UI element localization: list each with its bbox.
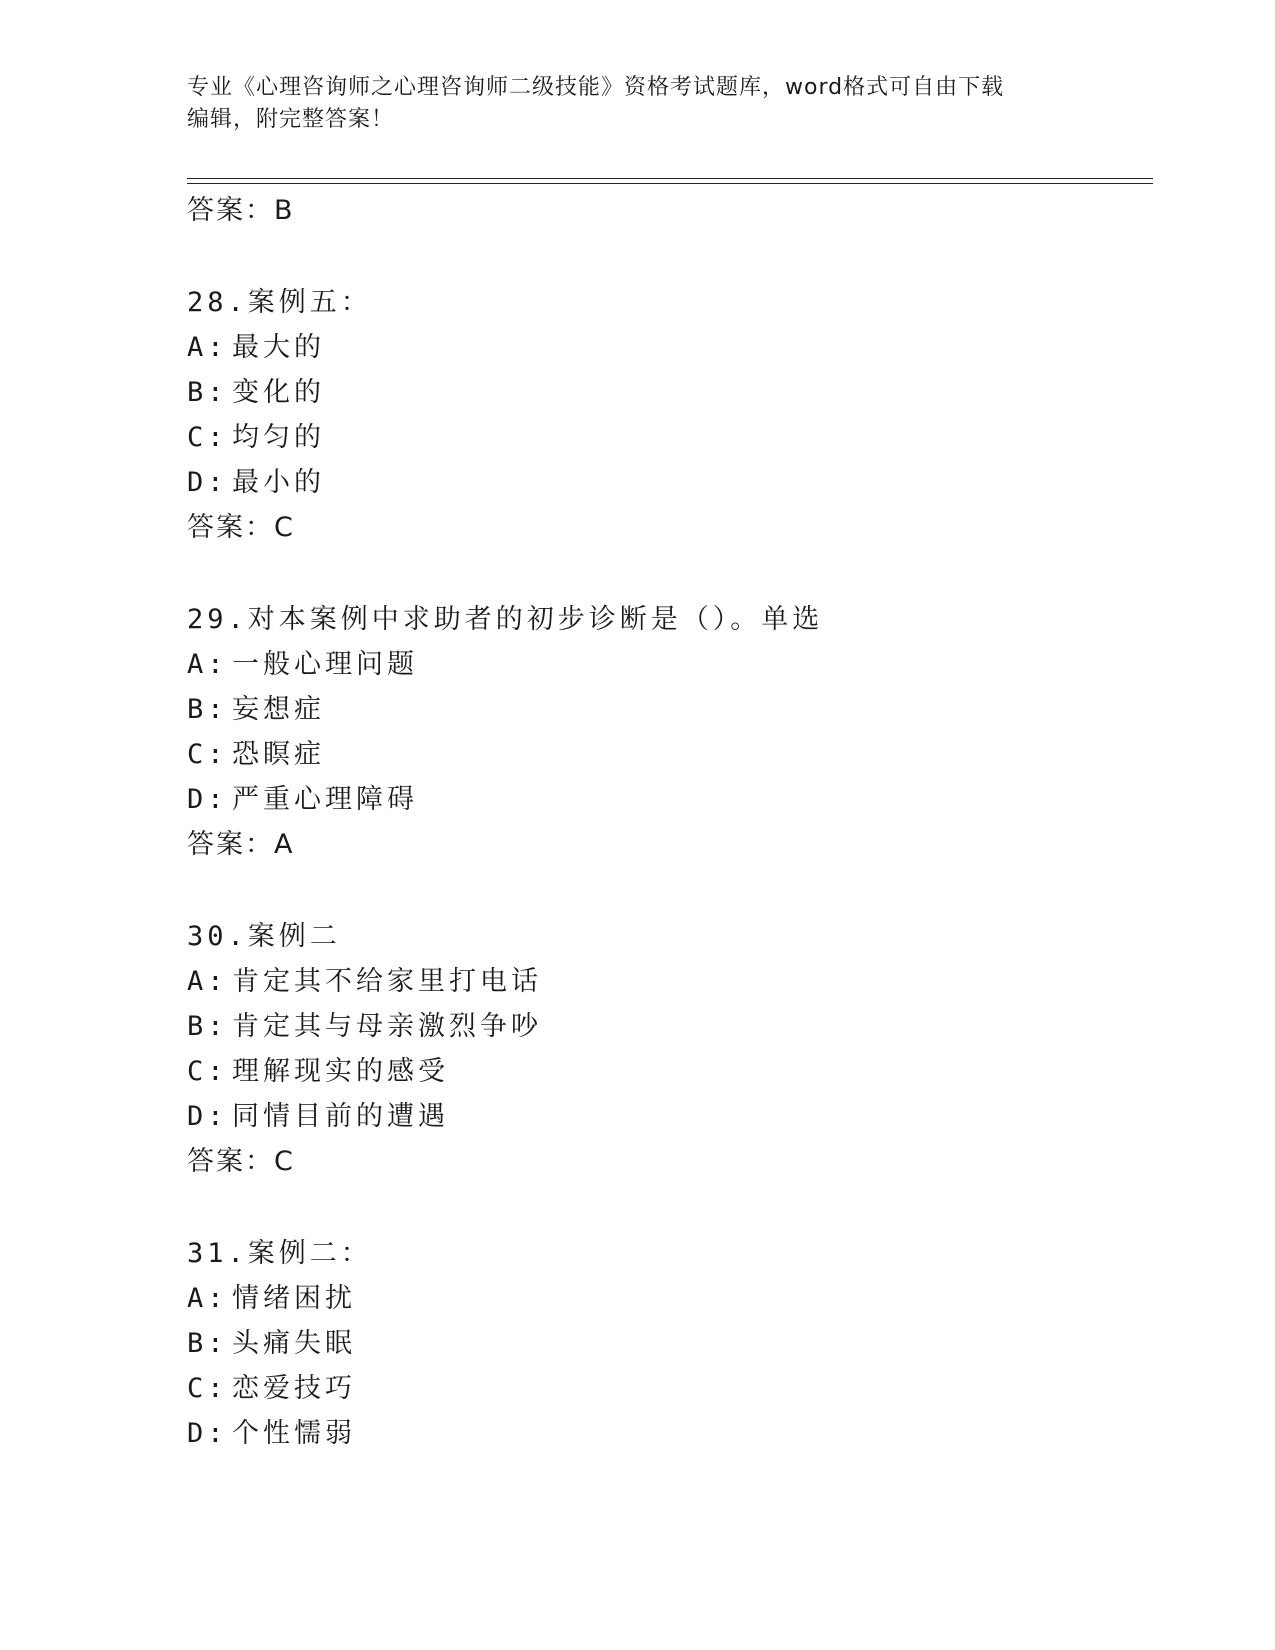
header-divider-top xyxy=(187,178,1153,179)
option-text: 肯定其不给家里打电话 xyxy=(232,966,542,997)
option-text: 最小的 xyxy=(232,467,325,498)
answer-value: C xyxy=(274,1146,295,1177)
option-d xyxy=(187,777,1147,822)
answer-line xyxy=(187,188,1147,233)
option-b xyxy=(187,687,1147,732)
option-c xyxy=(187,1366,1147,1411)
answer-value: A xyxy=(274,829,295,860)
option-text: 最大的 xyxy=(232,332,325,363)
option-a xyxy=(187,642,1147,687)
answer-value: B xyxy=(274,195,295,226)
option-text: 情绪困扰 xyxy=(232,1283,356,1314)
option-b xyxy=(187,1004,1147,1049)
option-a xyxy=(187,1276,1147,1321)
option-key: A: xyxy=(187,649,228,680)
question-block xyxy=(187,1231,1147,1456)
option-text: 恐瞑症 xyxy=(232,739,325,770)
answer-value: C xyxy=(274,512,295,543)
option-text: 严重心理障碍 xyxy=(232,784,418,815)
option-key: D: xyxy=(187,467,228,498)
option-key: B: xyxy=(187,1328,228,1359)
option-c xyxy=(187,415,1147,460)
question-title: 29.对本案例中求助者的初步诊断是（）。单选 xyxy=(187,604,824,635)
option-text: 个性懦弱 xyxy=(232,1418,356,1449)
option-text: 恋爱技巧 xyxy=(232,1373,356,1404)
option-c xyxy=(187,1049,1147,1094)
answer-line xyxy=(187,1139,1147,1184)
option-key: D: xyxy=(187,1101,228,1132)
answer-label: 答案： xyxy=(187,195,274,226)
option-a xyxy=(187,325,1147,370)
option-text: 理解现实的感受 xyxy=(232,1056,449,1087)
option-key: C: xyxy=(187,422,228,453)
option-key: A: xyxy=(187,966,228,997)
option-key: C: xyxy=(187,1373,228,1404)
option-key: B: xyxy=(187,377,228,408)
question-title: 31.案例二： xyxy=(187,1238,372,1269)
option-text: 均匀的 xyxy=(232,422,325,453)
option-key: C: xyxy=(187,1056,228,1087)
option-c xyxy=(187,732,1147,777)
option-d xyxy=(187,460,1147,505)
option-key: D: xyxy=(187,784,228,815)
header-line-2: 编辑，附完整答案！ xyxy=(187,107,395,132)
option-key: D: xyxy=(187,1418,228,1449)
option-text: 肯定其与母亲激烈争吵 xyxy=(232,1011,542,1042)
answer-line xyxy=(187,505,1147,550)
option-text: 变化的 xyxy=(232,377,325,408)
option-key: B: xyxy=(187,1011,228,1042)
option-d xyxy=(187,1411,1147,1456)
option-text: 头痛失眠 xyxy=(232,1328,356,1359)
option-key: A: xyxy=(187,332,228,363)
option-text: 同情目前的遭遇 xyxy=(232,1101,449,1132)
question-block xyxy=(187,597,1147,867)
option-key: C: xyxy=(187,739,228,770)
question-block xyxy=(187,280,1147,550)
question-list xyxy=(187,188,1147,1456)
option-text: 妄想症 xyxy=(232,694,325,725)
question-block xyxy=(187,914,1147,1184)
header-divider-bottom xyxy=(187,183,1153,184)
option-b xyxy=(187,370,1147,415)
option-key: B: xyxy=(187,694,228,725)
question-title: 30.案例二 xyxy=(187,921,341,952)
header-line-1: 专业《心理咨询师之心理咨询师二级技能》资格考试题库，word格式可自由下载 xyxy=(187,75,1005,100)
answer-label: 答案： xyxy=(187,829,274,860)
answer-line xyxy=(187,822,1147,867)
option-b xyxy=(187,1321,1147,1366)
question-title: 28.案例五： xyxy=(187,287,372,318)
option-a xyxy=(187,959,1147,1004)
option-text: 一般心理问题 xyxy=(232,649,418,680)
document-header xyxy=(187,72,1077,136)
answer-label: 答案： xyxy=(187,1146,274,1177)
option-d xyxy=(187,1094,1147,1139)
option-key: A: xyxy=(187,1283,228,1314)
answer-label: 答案： xyxy=(187,512,274,543)
